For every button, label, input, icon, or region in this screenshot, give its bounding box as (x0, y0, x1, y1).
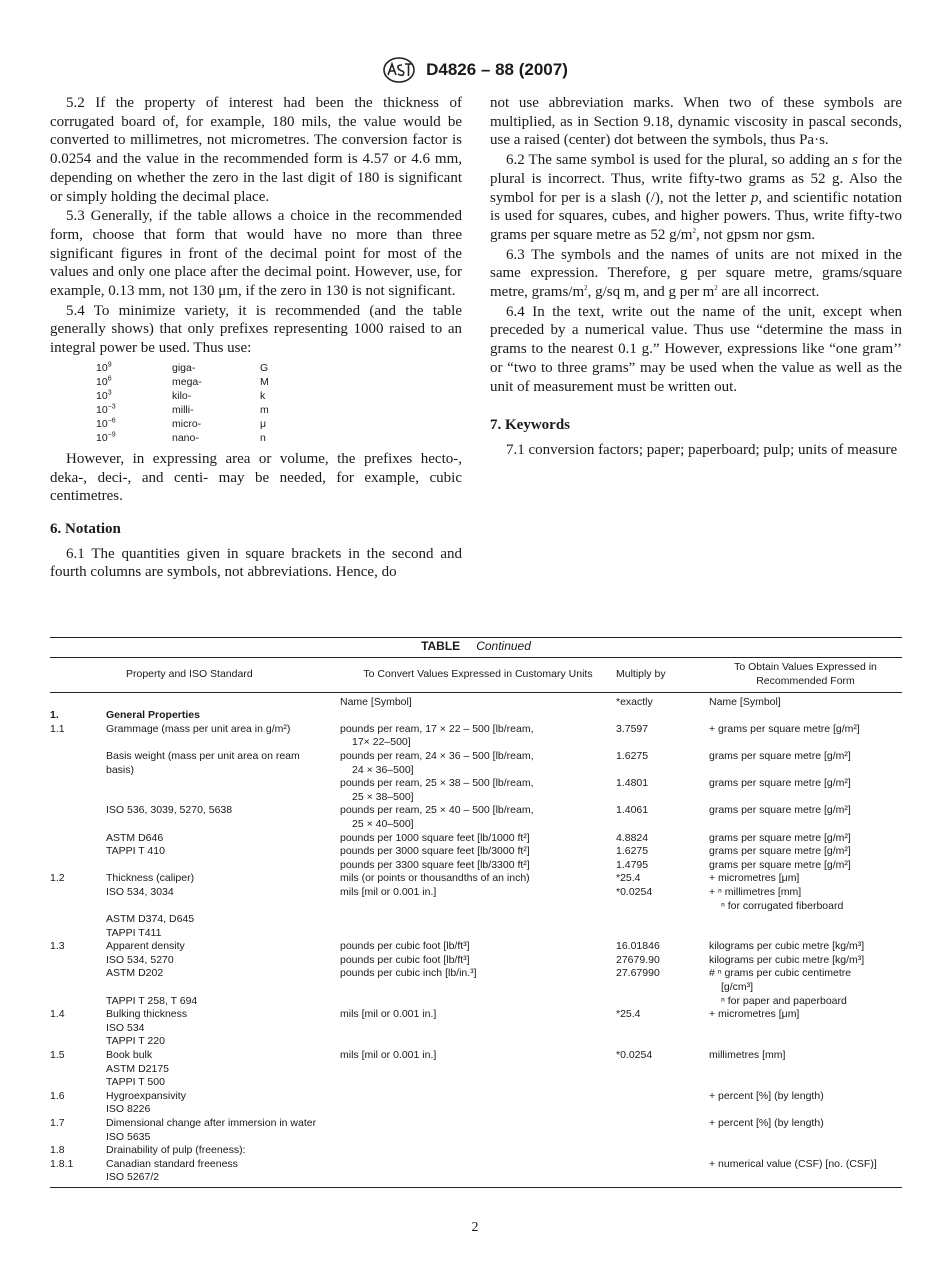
header-obtain: To Obtain Values Expressed in Recommended Form (734, 661, 877, 687)
cell-property: Canadian standard freeness (106, 1157, 238, 1170)
cell-recommended: + micrometres [μm] (709, 1008, 800, 1021)
cell-convert: pounds per cubic inch [lb/in.³] (340, 967, 477, 980)
cell-convert (340, 1103, 616, 1117)
cell-number (50, 995, 106, 1009)
cell-number (50, 804, 106, 831)
cell-convert (340, 1076, 616, 1090)
cell-multiplier: 1.4801 (616, 777, 649, 790)
cell-recommended (709, 1022, 902, 1036)
cell-recommended (709, 1131, 902, 1145)
table-body (50, 709, 902, 1185)
cell-multiplier (616, 995, 709, 1009)
cell-convert: pounds per 1000 square feet [lb/1000 ft²] (340, 831, 530, 844)
page-number: 2 (471, 1220, 479, 1235)
table-row (50, 1103, 902, 1117)
cell-multiplier (616, 1158, 709, 1172)
table-caption: TABLE Continued (50, 637, 902, 658)
cell-convert: pounds per cubic foot [lb/ft³] (340, 953, 470, 966)
table-row (50, 723, 902, 750)
cell-multiplier: 27.67990 (616, 967, 660, 980)
cell-number (50, 1022, 106, 1036)
prefix-row (96, 403, 269, 417)
prefix-row (96, 361, 269, 375)
table-row (50, 995, 902, 1009)
cell-multiplier: 3.7597 (616, 722, 649, 735)
cell-number: 1.7 (50, 1117, 65, 1129)
cell-convert (340, 1158, 616, 1172)
cell-multiplier (616, 1035, 709, 1049)
cell-property: ASTM D202 (106, 967, 164, 980)
prefix-symbol: M (260, 375, 269, 388)
prefix-row (96, 431, 269, 445)
cell-number (50, 1063, 106, 1077)
table-row (50, 1063, 902, 1077)
cell-multiplier: *0.0254 (616, 885, 653, 898)
cell-convert: mils (or points or thousandths of an inch) (340, 872, 530, 885)
table-header-row (50, 658, 902, 693)
table-row (50, 967, 902, 994)
cell-multiplier (616, 1076, 709, 1090)
prefix-name: kilo- (172, 389, 192, 402)
cell-recommended: millimetres [mm] (709, 1049, 786, 1062)
table-row (50, 1171, 902, 1185)
paragraph-5-4-continued: However, in expressing area or volume, the prefixes hecto-, deka-, deci-, and centi- may be needed, for example, cubic centimetres. (50, 450, 462, 505)
paragraph-6-1: 6.1 The quantities given in square brackets in the second and fourth columns are symbols, not abbreviations. Hence, do (50, 545, 462, 581)
right-column (490, 94, 902, 461)
cell-convert (340, 995, 616, 1009)
cell-property (106, 777, 340, 804)
cell-convert (340, 1022, 616, 1036)
paragraph-7-1: 7.1 conversion factors; paper; paperboard; pulp; units of measure (506, 441, 898, 458)
cell-number (50, 832, 106, 846)
table-row (50, 1144, 902, 1158)
header-property: Property and ISO Standard (126, 667, 253, 680)
cell-property: Apparent density (106, 940, 185, 953)
cell-property: ISO 534, 3034 (106, 885, 174, 898)
table-row (50, 1131, 902, 1145)
cell-number: 1.4 (50, 1008, 65, 1021)
cell-number (50, 1103, 106, 1117)
cell-convert: pounds per ream, 25 × 40 – 500 [lb/ream, 25 × 40–500] (340, 804, 534, 830)
cell-number (50, 1171, 106, 1185)
cell-multiplier: 1.4795 (616, 858, 649, 871)
cell-multiplier: *25.4 (616, 872, 641, 885)
cell-multiplier (616, 1171, 709, 1185)
cell-recommended: + ⁿ millimetres [mm] ⁿ for corrugated fiberboard (709, 885, 844, 912)
cell-recommended: # ⁿ grams per cubic centimetre [g/cm³] (709, 967, 852, 994)
prefix-power: $10^3$ (96, 389, 112, 402)
cell-convert: pounds per 3000 square feet [lb/3000 ft²] (340, 845, 530, 858)
cell-convert (340, 1131, 616, 1145)
cell-property: ASTM D374, D645 (106, 913, 195, 926)
cell-recommended: kilograms per cubic metre [kg/m³] (709, 953, 865, 966)
cell-multiplier: 1.6275 (616, 749, 649, 762)
table-row (50, 750, 902, 777)
cell-number: 1.1 (50, 722, 65, 735)
cell-multiplier: 16.01846 (616, 940, 660, 953)
table-row (50, 804, 902, 831)
table-row (50, 709, 902, 723)
subheader-obtain: Name [Symbol] (709, 695, 781, 708)
table-row (50, 859, 902, 873)
table-row (50, 1008, 902, 1022)
table-row (50, 777, 902, 804)
cell-convert (340, 1063, 616, 1077)
cell-number (50, 954, 106, 968)
cell-convert: mils [mil or 0.001 in.] (340, 1008, 437, 1021)
cell-property: Drainability of pulp (freeness): (106, 1144, 246, 1157)
cell-recommended: grams per square metre [g/m²] (709, 858, 851, 871)
prefix-symbol: G (260, 361, 269, 374)
cell-convert (340, 927, 616, 941)
cell-multiplier (616, 1090, 709, 1104)
prefix-symbol: k (260, 389, 266, 402)
cell-multiplier (616, 927, 709, 941)
subheader-convert: Name [Symbol] (340, 695, 412, 708)
cell-property: ISO 5267/2 (106, 1171, 160, 1184)
cell-property: Book bulk (106, 1049, 153, 1062)
prefix-symbol: μ (260, 417, 267, 430)
table-row (50, 927, 902, 941)
prefix-power: $10^9$ (96, 361, 112, 374)
cell-multiplier (616, 709, 709, 723)
paragraph-6-3: 6.3 The symbols and the names of units are not mixed in the same expression. Therefore, g per square metre, grams/square metre, grams/$m^2$, g/sq m, and g per $m^2$ are all incorrect. (490, 246, 902, 301)
cell-property: ISO 8226 (106, 1103, 151, 1116)
table-subheader-row (50, 696, 902, 710)
cell-property: TAPPI T 220 (106, 1035, 165, 1048)
header-convert: To Convert Values Expressed in Customary Units (363, 667, 593, 680)
cell-property: Basis weight (mass per unit area on ream basis) (106, 749, 300, 776)
table-row (50, 1117, 902, 1131)
cell-convert (340, 1117, 616, 1131)
cell-recommended (709, 1144, 902, 1158)
cell-recommended: grams per square metre [g/m²] (709, 831, 851, 844)
cell-multiplier (616, 1063, 709, 1077)
table-row (50, 954, 902, 968)
table-row (50, 845, 902, 859)
prefix-power: $10^{-9}$ (96, 431, 116, 444)
cell-convert (340, 1090, 616, 1104)
cell-number (50, 886, 106, 913)
cell-number (50, 927, 106, 941)
cell-recommended (709, 913, 902, 927)
cell-recommended: + percent [%] (by length) (709, 1089, 824, 1102)
cell-recommended: + micrometres [μm] (709, 872, 800, 885)
cell-multiplier (616, 1117, 709, 1131)
prefix-name: nano- (172, 431, 199, 444)
cell-recommended: + numerical value (CSF) [no. (CSF)] (709, 1157, 877, 1170)
prefix-name: micro- (172, 417, 202, 430)
prefix-name: mega- (172, 375, 202, 388)
prefix-power: $10^6$ (96, 375, 112, 388)
prefix-name: milli- (172, 403, 194, 416)
cell-recommended (709, 927, 902, 941)
cell-recommended: + percent [%] (by length) (709, 1117, 824, 1129)
cell-number (50, 750, 106, 777)
cell-property: TAPPI T 500 (106, 1076, 165, 1089)
cell-number (50, 777, 106, 804)
cell-property (106, 859, 340, 873)
table-row (50, 886, 902, 913)
cell-convert: pounds per ream, 25 × 38 – 500 [lb/ream, 25 × 38–500] (340, 777, 534, 803)
cell-number (50, 859, 106, 873)
cell-multiplier: 27679.90 (616, 953, 660, 966)
cell-property: TAPPI T 258, T 694 (106, 994, 198, 1007)
cell-multiplier: 4.8824 (616, 831, 649, 844)
cell-property: ASTM D2175 (106, 1062, 170, 1075)
cell-number: 1.2 (50, 872, 65, 885)
cell-number (50, 967, 106, 994)
conversion-table (50, 637, 902, 1188)
cell-convert (340, 913, 616, 927)
paragraph-5-3: 5.3 Generally, if the table allows a choice in the recommended form, choose that form that would have no more than three significant figures in front of the decimal point for most of the values and only one place after the decimal point. However, use, for example, 0.13 mm, not 130 μm, if the zero in 130 is not significant. (50, 208, 462, 300)
cell-multiplier: 1.4061 (616, 804, 649, 817)
section-6-heading: 6. Notation (50, 520, 121, 537)
cell-property: ISO 5635 (106, 1130, 151, 1143)
paragraph-6-1-continued: not use abbreviation marks. When two of these symbols are multiplied, as in Section 9.18, dynamic viscosity in pascal seconds, use a raised (center) dot between the symbols, thus Pa·s. (490, 95, 902, 149)
table-row (50, 1022, 902, 1036)
subheader-multiply: *exactly (616, 695, 653, 708)
prefix-symbol: n (260, 431, 266, 444)
cell-number: 1.5 (50, 1049, 65, 1062)
cell-number: 1.3 (50, 940, 65, 953)
prefix-table (96, 361, 269, 445)
table-row (50, 940, 902, 954)
paragraph-5-2: 5.2 If the property of interest had been the thickness of corrugated board of, for example, 180 mils, the value would be converted to millimetres, not micrometres. The conversion factor is 0.0254 and the value in the recommended form is 4.57 or 4.6 mm, depending on whether the zero in the last digit of 180 is significant or simply holding the decimal place. (50, 95, 462, 205)
paragraph-6-4: 6.4 In the text, write out the name of the unit, except when preceded by a numerical value. Thus use “determine the mass in grams to the nearest 0.1 g.” However, expressions like “one gram’’ or “two to three grams” may be used when the value as well as the unit of measurement must be written out. (490, 303, 902, 395)
page-header (0, 56, 950, 84)
cell-number (50, 845, 106, 859)
cell-recommended (709, 1076, 902, 1090)
cell-property: ISO 534, 5270 (106, 953, 174, 966)
cell-number (50, 913, 106, 927)
cell-multiplier (616, 913, 709, 927)
table-row (50, 872, 902, 886)
cell-number: 1. (50, 709, 59, 722)
cell-recommended (709, 1171, 902, 1185)
table-row (50, 1035, 902, 1049)
cell-property: Dimensional change after immersion in water (106, 1117, 317, 1129)
document-title: D4826 – 88 (2007) (426, 60, 568, 79)
cell-property: Bulking thickness (106, 1008, 188, 1021)
cell-recommended: ⁿ for paper and paperboard (721, 994, 847, 1007)
cell-convert: pounds per ream, 17 × 22 – 500 [lb/ream, 17× 22–500] (340, 722, 534, 749)
astm-logo-icon (382, 56, 416, 84)
cell-property: Hygroexpansivity (106, 1089, 186, 1102)
prefix-name: giga- (172, 361, 196, 374)
table-row (50, 1090, 902, 1104)
cell-convert (340, 1035, 616, 1049)
cell-recommended: grams per square metre [g/m²] (709, 804, 851, 817)
table-row (50, 1049, 902, 1063)
cell-recommended: grams per square metre [g/m²] (709, 749, 851, 762)
cell-number (50, 1076, 106, 1090)
left-column (50, 94, 462, 583)
table-row (50, 1076, 902, 1090)
cell-number: 1.8.1 (50, 1157, 74, 1170)
cell-recommended (709, 709, 902, 723)
cell-number (50, 1035, 106, 1049)
prefix-symbol: m (260, 403, 269, 416)
cell-number: 1.8 (50, 1144, 65, 1157)
cell-recommended: grams per square metre [g/m²] (709, 845, 851, 858)
cell-multiplier: 1.6275 (616, 845, 649, 858)
cell-recommended: kilograms per cubic metre [kg/m³] (709, 940, 865, 953)
cell-property: Thickness (caliper) (106, 872, 195, 885)
cell-multiplier: *0.0254 (616, 1049, 653, 1062)
table-row (50, 832, 902, 846)
prefix-row (96, 375, 269, 389)
cell-property: ISO 536, 3039, 5270, 5638 (106, 804, 233, 817)
cell-property: TAPPI T411 (106, 926, 162, 939)
paragraph-5-4: 5.4 To minimize variety, it is recommended (and the table generally shows) that only prefixes representing 1000 raised to an integral power be used. Thus use: (50, 302, 462, 357)
cell-convert (340, 709, 616, 723)
cell-recommended (709, 1063, 902, 1077)
prefix-row (96, 417, 269, 431)
cell-multiplier: *25.4 (616, 1008, 641, 1021)
section-7-heading: 7. Keywords (490, 417, 570, 434)
header-multiply: Multiply by (616, 667, 666, 680)
cell-convert: mils [mil or 0.001 in.] (340, 1049, 437, 1062)
cell-multiplier (616, 1131, 709, 1145)
prefix-power: $10^{-6}$ (96, 417, 116, 430)
cell-recommended (709, 1103, 902, 1117)
cell-property: Grammage (mass per unit area in g/m²) (106, 722, 291, 735)
table-row (50, 913, 902, 927)
prefix-power: $10^{-3}$ (96, 403, 116, 416)
cell-convert (340, 1144, 616, 1158)
cell-property: ISO 534 (106, 1021, 145, 1034)
cell-convert: mils [mil or 0.001 in.] (340, 885, 437, 898)
cell-convert: pounds per cubic foot [lb/ft³] (340, 940, 470, 953)
paragraph-6-2: 6.2 The same symbol is used for the plural, so adding an s for the plural is incorrect. Thus, write fifty-two grams as 52 g. Also the symbol for per is a slash (/), not the letter p, and scientific notation is used for squares, cubes, and higher powers. Thus, write fifty-two grams per square metre as 52 $g/m^2$, not gpsm nor gsm. (490, 152, 902, 243)
table-row (50, 1158, 902, 1172)
prefix-row (96, 389, 269, 403)
cell-convert: pounds per ream, 24 × 36 – 500 [lb/ream, 24 × 36–500] (340, 749, 534, 776)
cell-number (50, 1131, 106, 1145)
cell-property: TAPPI T 410 (106, 845, 165, 858)
cell-property: ASTM D646 (106, 831, 164, 844)
cell-multiplier (616, 1022, 709, 1036)
cell-property: General Properties (106, 709, 200, 722)
cell-multiplier (616, 1144, 709, 1158)
cell-convert: pounds per 3300 square feet [lb/3300 ft²] (340, 858, 530, 871)
cell-recommended: + grams per square metre [g/m²] (709, 722, 860, 735)
cell-multiplier (616, 1103, 709, 1117)
cell-convert (340, 1171, 616, 1185)
cell-recommended: grams per square metre [g/m²] (709, 777, 851, 790)
cell-number: 1.6 (50, 1089, 65, 1102)
cell-recommended (709, 1035, 902, 1049)
